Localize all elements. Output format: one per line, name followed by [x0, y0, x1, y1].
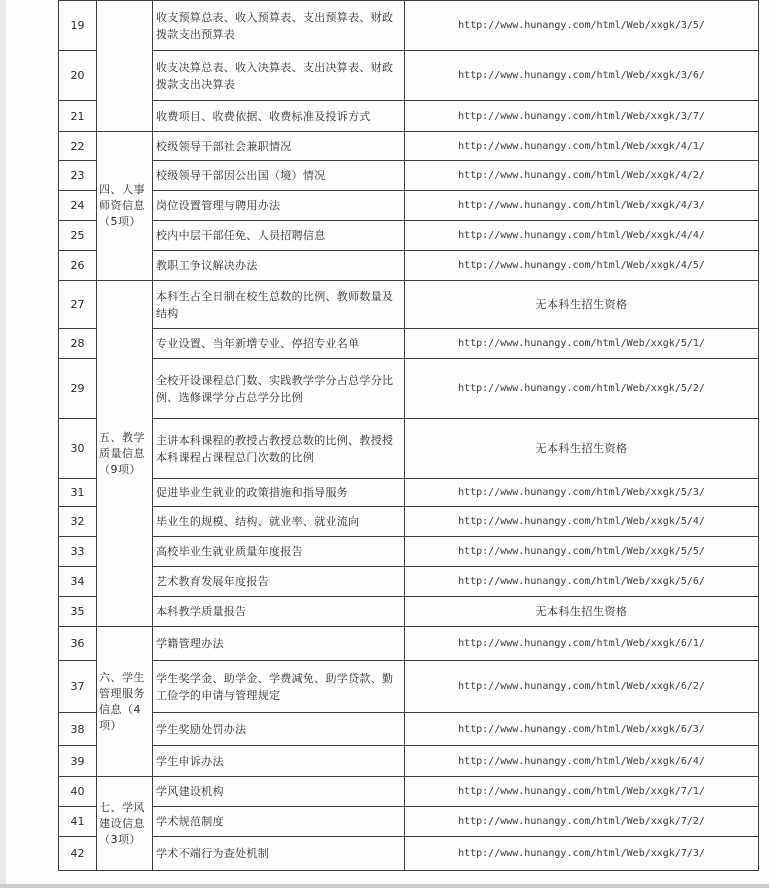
item-name: 专业设置、当年新增专业、停招专业名单 — [153, 329, 405, 359]
item-link[interactable]: http://www.hunangy.com/html/Web/xxgk/5/2/ — [405, 359, 759, 419]
item-name: 主讲本科课程的教授占教授总数的比例、教授授本科课程占课程总门次数的比例 — [153, 419, 405, 479]
table-row — [59, 537, 759, 567]
row-number: 27 — [59, 281, 97, 329]
item-name: 学生奖励处罚办法 — [153, 713, 405, 746]
table-row — [59, 777, 759, 807]
item-name: 岗位设置管理与聘用办法 — [153, 191, 405, 221]
row-number: 29 — [59, 359, 97, 419]
item-name: 全校开设课程总门数、实践教学学分占总学分比例、选修课学分占总学分比例 — [153, 359, 405, 419]
page-bottom-edge — [0, 884, 769, 888]
row-number: 31 — [59, 479, 97, 507]
row-number: 24 — [59, 191, 97, 221]
table-row — [59, 837, 759, 871]
item-link[interactable]: http://www.hunangy.com/html/Web/xxgk/5/4/ — [405, 507, 759, 537]
item-link[interactable]: http://www.hunangy.com/html/Web/xxgk/4/3/ — [405, 191, 759, 221]
item-name: 校级领导干部社会兼职情况 — [153, 132, 405, 161]
item-link[interactable]: http://www.hunangy.com/html/Web/xxgk/5/5/ — [405, 537, 759, 567]
item-link[interactable]: http://www.hunangy.com/html/Web/xxgk/3/6/ — [405, 51, 759, 101]
category-student: 六、学生管理服务信息（4项） — [97, 627, 153, 777]
item-name: 学生奖学金、助学金、学费减免、助学贷款、勤工俭学的申请与管理规定 — [153, 661, 405, 713]
table-row — [59, 567, 759, 597]
table-row — [59, 807, 759, 837]
item-link[interactable]: http://www.hunangy.com/html/Web/xxgk/7/3/ — [405, 837, 759, 871]
item-link[interactable]: http://www.hunangy.com/html/Web/xxgk/5/1/ — [405, 329, 759, 359]
row-number: 28 — [59, 329, 97, 359]
row-number: 38 — [59, 713, 97, 746]
row-number: 26 — [59, 251, 97, 281]
row-number: 39 — [59, 746, 97, 777]
row-number: 35 — [59, 597, 97, 627]
item-link[interactable]: http://www.hunangy.com/html/Web/xxgk/7/1/ — [405, 777, 759, 807]
row-number: 37 — [59, 661, 97, 713]
item-link[interactable]: http://www.hunangy.com/html/Web/xxgk/6/4/ — [405, 746, 759, 777]
row-number: 41 — [59, 807, 97, 837]
item-status: 无本科生招生资格 — [405, 281, 759, 329]
row-number: 25 — [59, 221, 97, 251]
item-link[interactable]: http://www.hunangy.com/html/Web/xxgk/5/6/ — [405, 567, 759, 597]
table-row — [59, 419, 759, 479]
table-row — [59, 359, 759, 419]
row-number: 20 — [59, 51, 97, 101]
table-row — [59, 627, 759, 661]
category-cell-finance-continued — [97, 1, 153, 132]
row-number: 21 — [59, 101, 97, 132]
item-link[interactable]: http://www.hunangy.com/html/Web/xxgk/4/5/ — [405, 251, 759, 281]
row-number: 23 — [59, 161, 97, 191]
item-name: 促进毕业生就业的政策措施和指导服务 — [153, 479, 405, 507]
row-number: 34 — [59, 567, 97, 597]
item-name: 高校毕业生就业质量年度报告 — [153, 537, 405, 567]
table-row — [59, 746, 759, 777]
item-name: 本科教学质量报告 — [153, 597, 405, 627]
row-number: 30 — [59, 419, 97, 479]
item-name: 校内中层干部任免、人员招聘信息 — [153, 221, 405, 251]
row-number: 32 — [59, 507, 97, 537]
category-style: 七、学风建设信息（3项） — [97, 777, 153, 871]
item-status: 无本科生招生资格 — [405, 419, 759, 479]
item-name: 收支决算总表、收入决算表、支出决算表、财政拨款支出决算表 — [153, 51, 405, 101]
item-name: 学籍管理办法 — [153, 627, 405, 661]
item-link[interactable]: http://www.hunangy.com/html/Web/xxgk/6/1/ — [405, 627, 759, 661]
table-row — [59, 1, 759, 51]
table-row — [59, 713, 759, 746]
item-name: 艺术教育发展年度报告 — [153, 567, 405, 597]
row-number: 33 — [59, 537, 97, 567]
table-row — [59, 101, 759, 132]
item-name: 校级领导干部因公出国（境）情况 — [153, 161, 405, 191]
table-row — [59, 161, 759, 191]
item-link[interactable]: http://www.hunangy.com/html/Web/xxgk/4/2/ — [405, 161, 759, 191]
table-row — [59, 51, 759, 101]
table-row — [59, 661, 759, 713]
item-name: 学术规范制度 — [153, 807, 405, 837]
item-name: 教职工争议解决办法 — [153, 251, 405, 281]
item-link[interactable]: http://www.hunangy.com/html/Web/xxgk/4/1/ — [405, 132, 759, 161]
item-status: 无本科生招生资格 — [405, 597, 759, 627]
item-link[interactable]: http://www.hunangy.com/html/Web/xxgk/3/5/ — [405, 1, 759, 51]
category-personnel: 四、人事师资信息（5项） — [97, 132, 153, 281]
item-link[interactable]: http://www.hunangy.com/html/Web/xxgk/4/4/ — [405, 221, 759, 251]
item-name: 本科生占全日制在校生总数的比例、教师数量及结构 — [153, 281, 405, 329]
item-link[interactable]: http://www.hunangy.com/html/Web/xxgk/7/2/ — [405, 807, 759, 837]
table-row — [59, 251, 759, 281]
item-name: 收支预算总表、收入预算表、支出预算表、财政拨款支出预算表 — [153, 1, 405, 51]
row-number: 19 — [59, 1, 97, 51]
row-number: 36 — [59, 627, 97, 661]
table-row — [59, 479, 759, 507]
item-name: 毕业生的规模、结构、就业率、就业流向 — [153, 507, 405, 537]
item-name: 学术不端行为查处机制 — [153, 837, 405, 871]
table-row — [59, 507, 759, 537]
row-number: 22 — [59, 132, 97, 161]
item-link[interactable]: http://www.hunangy.com/html/Web/xxgk/6/3/ — [405, 713, 759, 746]
item-link[interactable]: http://www.hunangy.com/html/Web/xxgk/6/2/ — [405, 661, 759, 713]
table-row — [59, 132, 759, 161]
item-name: 学生申诉办法 — [153, 746, 405, 777]
item-name: 学风建设机构 — [153, 777, 405, 807]
table-row — [59, 597, 759, 627]
item-link[interactable]: http://www.hunangy.com/html/Web/xxgk/3/7/ — [405, 101, 759, 132]
item-name: 收费项目、收费依据、收费标准及投诉方式 — [153, 101, 405, 132]
row-number: 42 — [59, 837, 97, 871]
table-row — [59, 281, 759, 329]
table-row — [59, 191, 759, 221]
page-edge — [0, 0, 6, 888]
table-row — [59, 221, 759, 251]
row-number: 40 — [59, 777, 97, 807]
category-teaching: 五、教学质量信息（9项） — [97, 281, 153, 627]
table-row — [59, 329, 759, 359]
item-link[interactable]: http://www.hunangy.com/html/Web/xxgk/5/3/ — [405, 479, 759, 507]
disclosure-table — [58, 0, 759, 871]
